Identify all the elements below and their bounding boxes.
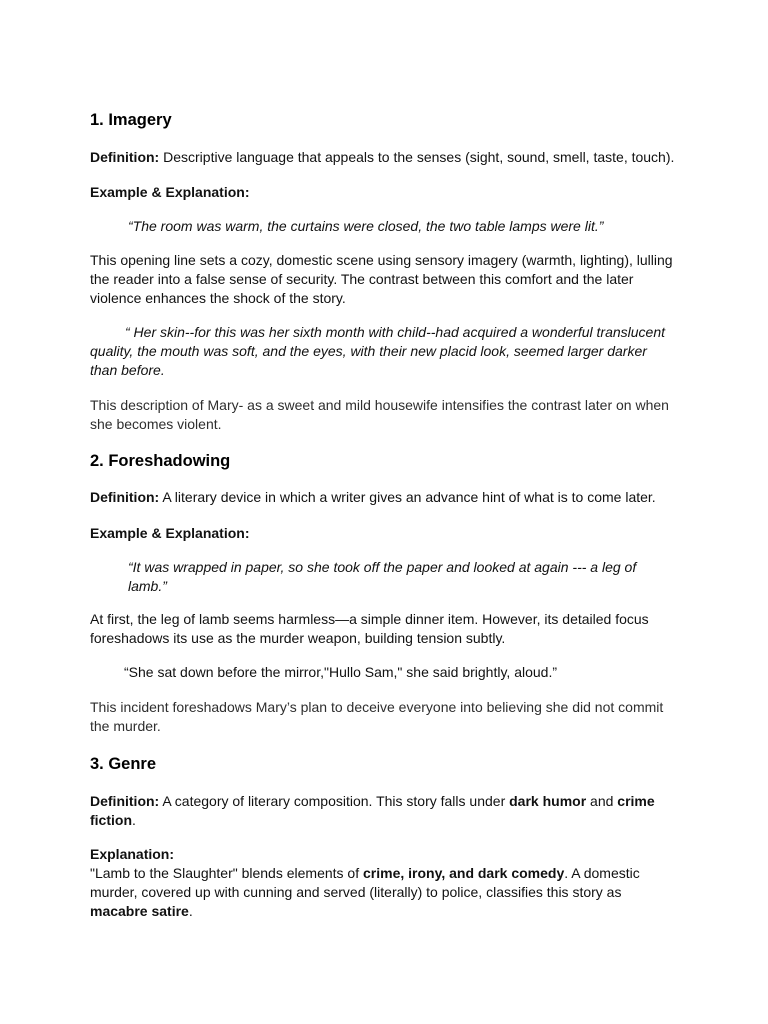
foreshadowing-quote-1: “It was wrapped in paper, so she took off the paper and looked at again --- a leg of lamb.”: [128, 559, 637, 594]
definition-label: Definition:: [90, 149, 160, 165]
imagery-explanation-1: This opening line sets a cozy, domestic scene using sensory imagery (warmth, lighting), lulling the reader into a false sense of security. The contrast between this comfort and the later violence enhances the shock of the story.: [90, 252, 673, 306]
section-heading-foreshadowing: 2. Foreshadowing: [90, 452, 231, 470]
genre-explanation: [90, 864, 682, 920]
definition-bold-term: crime fiction: [90, 793, 655, 828]
definition-label: Definition:: [90, 793, 160, 809]
imagery-quote-1: “The room was warm, the curtains were closed, the two table lamps were lit.”: [128, 218, 604, 234]
genre-definition: [90, 792, 670, 830]
definition-text: A category of literary composition. This story falls under: [159, 793, 510, 809]
genre-explanation-label: [90, 845, 174, 864]
section-heading-genre: 3. Genre: [90, 755, 157, 773]
explanation-bold-term: crime, irony, and dark comedy: [363, 865, 565, 881]
explanation-text: "Lamb to the Slaughter" blends elements of: [90, 865, 363, 881]
example-label: Example & Explanation:: [90, 184, 250, 200]
imagery-definition: [90, 148, 674, 167]
foreshadowing-explanation-1: At first, the leg of lamb seems harmless—a simple dinner item. However, its detailed focus foreshadows its use as the murder weapon, building tension subtly.: [90, 611, 649, 646]
definition-label: Definition:: [90, 489, 160, 505]
definition-text: .: [132, 811, 136, 828]
foreshadowing-example-label: [90, 524, 249, 543]
example-label: Example & Explanation:: [90, 525, 250, 541]
foreshadowing-explanation-2: This incident foreshadows Mary’s plan to deceive everyone into believing she did not commit the murder.: [90, 699, 664, 734]
definition-text: A literary device in which a writer gives an advance hint of what is to come later.: [159, 489, 656, 505]
explanation-text: .: [188, 902, 193, 919]
definition-text: Descriptive language that appeals to the senses (sight, sound, smell, taste, touch).: [159, 149, 675, 165]
foreshadowing-quote-2: “She sat down before the mirror,"Hullo Sam," she said brightly, aloud.”: [124, 664, 557, 680]
imagery-explanation-2: This description of Mary- as a sweet and mild housewife intensifies the contrast later on when she becomes violent.: [90, 397, 669, 432]
definition-text: and: [586, 793, 618, 809]
explanation-bold-term: macabre satire: [90, 902, 189, 919]
explanation-text: . A domestic murder, covered up with cunning and served (literally) to police, classifies this story as: [90, 865, 640, 900]
explanation-label: Explanation:: [90, 846, 175, 862]
imagery-example-label: [90, 183, 249, 202]
foreshadowing-definition: [90, 488, 656, 507]
section-heading-imagery: 1. Imagery: [90, 111, 172, 129]
imagery-quote-2: “ Her skin--for this was her sixth month with child--had acquired a wonderful translucent quality, the mouth was soft, and the eyes, with their new placid look, seemed larger darker than before.: [90, 324, 666, 378]
definition-bold-term: dark humor: [509, 793, 587, 809]
